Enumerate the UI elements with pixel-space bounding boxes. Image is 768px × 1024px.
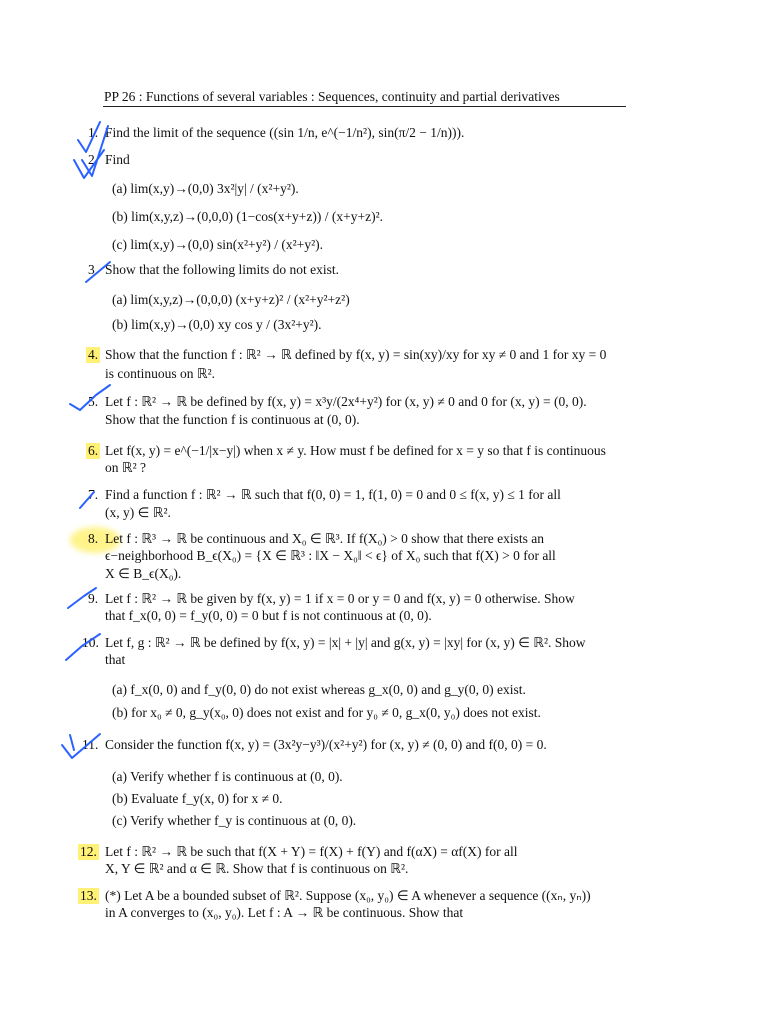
- problem-8-number: 8.: [88, 531, 99, 546]
- problem-10-number: 10.: [82, 635, 99, 650]
- problem-7-number: 7.: [88, 487, 99, 502]
- problem-8-line-1: Let f : ℝ³ → ℝ be continuous and X₀ ∈ ℝ³. If f(X₀) > 0 show that there exists an: [105, 531, 544, 546]
- problem-3b: (b) lim(x,y)→(0,0) xy cos y / (3x²+y²).: [112, 317, 322, 332]
- problem-7-line-1: Find a function f : ℝ² → ℝ such that f(0, 0) = 1, f(1, 0) = 0 and 0 ≤ f(x, y) ≤ 1 for all: [105, 487, 561, 502]
- title-underline: [103, 106, 626, 107]
- problem-4-line-2: is continuous on ℝ².: [105, 366, 215, 381]
- problem-2b: (b) lim(x,y,z)→(0,0,0) (1−cos(x+y+z)) / (x+y+z)².: [112, 209, 384, 224]
- problem-7-line-2: (x, y) ∈ ℝ².: [105, 505, 171, 520]
- problem-13-number: 13.: [80, 888, 97, 903]
- problem-1-text: Find the limit of the sequence ((sin 1/n, e^(−1/n²), sin(π/2 − 1/n))).: [105, 125, 465, 140]
- problem-2-number: 2.: [88, 152, 99, 167]
- problem-5-line-1: Let f : ℝ² → ℝ be defined by f(x, y) = x³y/(2x⁴+y²) for (x, y) ≠ 0 and 0 for (x, y) = (0, 0).: [105, 394, 587, 409]
- problem-10-line-2: that: [105, 652, 126, 667]
- problem-12-number: 12.: [80, 844, 97, 859]
- problem-10-line-1: Let f, g : ℝ² → ℝ be defined by f(x, y) = |x| + |y| and g(x, y) = |xy| for (x, y) ∈ ℝ². Show: [105, 635, 586, 650]
- problem-13-line-1: (*) Let A be a bounded subset of ℝ². Suppose (x₀, y₀) ∈ A whenever a sequence ((xₙ, yₙ)): [105, 888, 591, 903]
- checkmark-icon: [70, 735, 74, 750]
- problem-3-number: 3.: [88, 262, 99, 277]
- problem-5-number: 5.: [88, 394, 99, 409]
- problem-2-text: Find: [105, 152, 130, 167]
- problem-9-line-1: Let f : ℝ² → ℝ be given by f(x, y) = 1 if x = 0 or y = 0 and f(x, y) = 0 otherwise. Show: [105, 591, 575, 606]
- problem-4-number: 4.: [88, 347, 99, 362]
- problem-6-line-2: on ℝ² ?: [105, 460, 146, 475]
- problem-2a: (a) lim(x,y)→(0,0) 3x²|y| / (x²+y²).: [112, 181, 299, 196]
- problem-8-line-3: X ∈ B_ϵ(X₀).: [105, 566, 182, 581]
- problem-1-number: 1.: [88, 125, 99, 140]
- problem-11-text: Consider the function f(x, y) = (3x²y−y³)/(x²+y²) for (x, y) ≠ (0, 0) and f(0, 0) = 0.: [105, 737, 547, 752]
- problem-11-number: 11.: [82, 737, 99, 752]
- problem-4-line-1: Show that the function f : ℝ² → ℝ defined by f(x, y) = sin(xy)/xy for xy ≠ 0 and 1 for xy = 0: [105, 347, 607, 362]
- problem-3a: (a) lim(x,y,z)→(0,0,0) (x+y+z)² / (x²+y²+z²): [112, 292, 350, 307]
- problem-13-line-2: in A converges to (x₀, y₀). Let f : A → ℝ be continuous. Show that: [105, 905, 464, 920]
- problem-12-line-1: Let f : ℝ² → ℝ be such that f(X + Y) = f(X) + f(Y) and f(αX) = αf(X) for all: [105, 844, 518, 859]
- problem-2c: (c) lim(x,y)→(0,0) sin(x²+y²) / (x²+y²).: [112, 237, 323, 252]
- problem-10a: (a) f_x(0, 0) and f_y(0, 0) do not exist whereas g_x(0, 0) and g_y(0, 0) exist.: [112, 682, 526, 697]
- problem-6-line-1: Let f(x, y) = e^(−1/|x−y|) when x ≠ y. How must f be defined for x = y so that f is continuous: [105, 443, 606, 458]
- page-title: PP 26 : Functions of several variables : Sequences, continuity and partial derivatives: [104, 89, 560, 104]
- problem-11a: (a) Verify whether f is continuous at (0, 0).: [112, 769, 343, 784]
- problem-3-text: Show that the following limits do not exist.: [105, 262, 339, 277]
- problem-9-line-2: that f_x(0, 0) = f_y(0, 0) = 0 but f is not continuous at (0, 0).: [105, 608, 432, 623]
- problem-12-line-2: X, Y ∈ ℝ² and α ∈ ℝ. Show that f is continuous on ℝ².: [105, 861, 409, 876]
- problem-5-line-2: Show that the function f is continuous at (0, 0).: [105, 412, 360, 427]
- problem-8-line-2: ϵ−neighborhood B_ϵ(X₀) = {X ∈ ℝ³ : ‖X − X₀‖ < ϵ} of X₀ such that f(X) > 0 for all: [105, 548, 556, 563]
- problem-6-number: 6.: [88, 443, 99, 458]
- problem-11b: (b) Evaluate f_y(x, 0) for x ≠ 0.: [112, 791, 283, 806]
- problem-11c: (c) Verify whether f_y is continuous at (0, 0).: [112, 813, 357, 828]
- problem-9-number: 9.: [88, 591, 99, 606]
- problem-10b: (b) for x₀ ≠ 0, g_y(x₀, 0) does not exist and for y₀ ≠ 0, g_x(0, y₀) does not exist.: [112, 705, 541, 720]
